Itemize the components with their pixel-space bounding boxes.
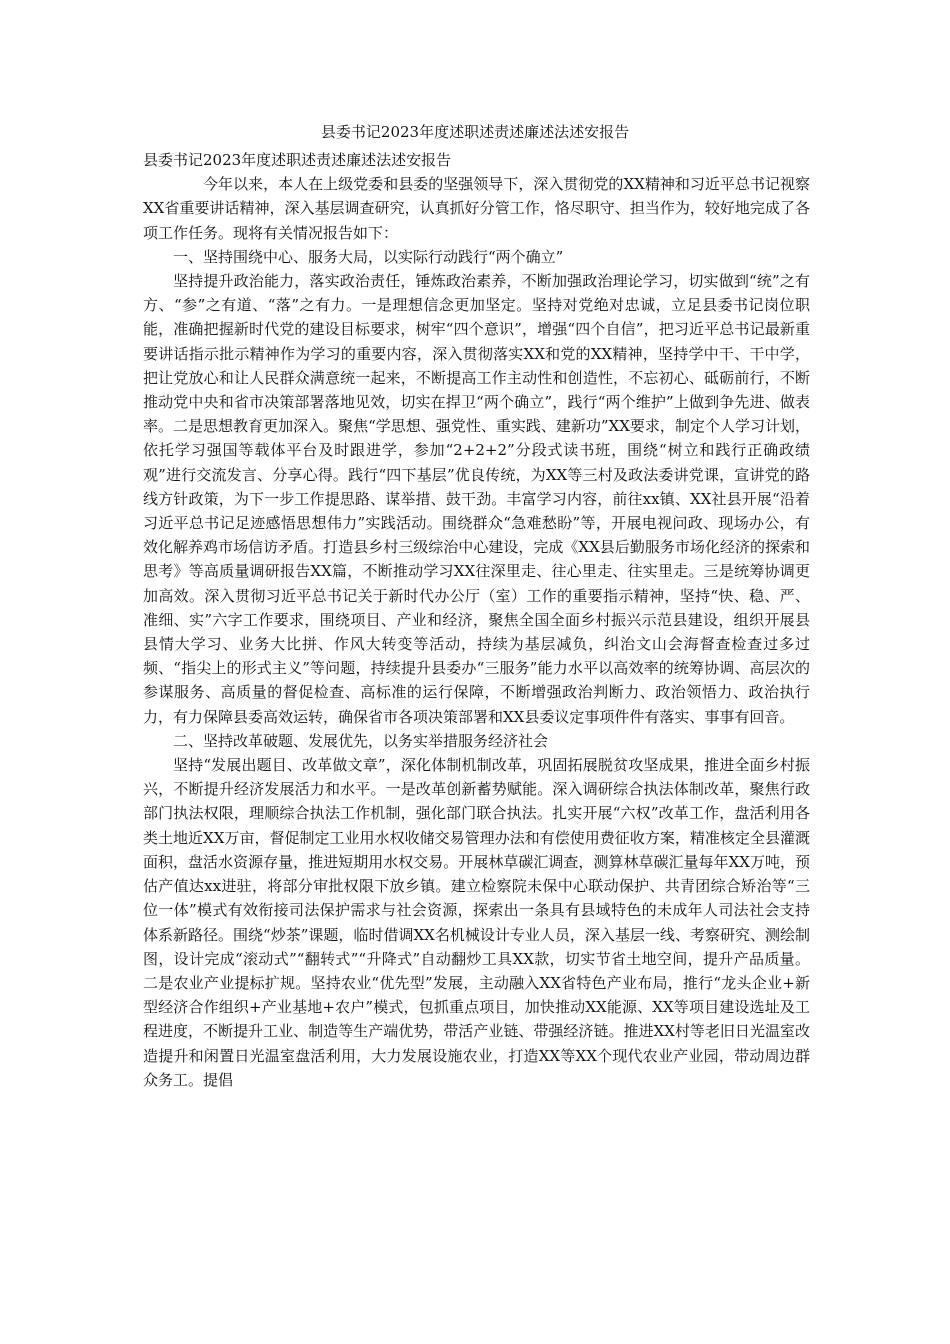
section-heading-2: 二、坚持改革破题、发展优先，以务实举措服务经济社会 bbox=[173, 731, 549, 750]
section-paragraph-1: 坚持提升政治能力，落实政治责任，锤炼政治素养，不断加强政治理论学习，切实做到“统”之有方、“参”之有道、“落”之有力。一是理想信念更加坚定。坚持对党绝对忠诚，立足县委书记岗位职能，准确把握新时代党的建设目标要求，树牢“四个意识”，增强“四个自信”，把习近平总书记最新重要讲话指示批示精神作为学习的重要内容，深入贯彻落实XX和党的XX精神，坚持学中干、干中学，把让党放心和让人民群众满意统一起来，不断提高工作主动性和创造性，不忘初心、砥砺前行，不断推动党中央和省市决策部署落地见效，切实在捍卫“两个确立”，践行“两个维护”上做到争先进、做表率。二是思想教育更加深入。聚焦“学思想、强党性、重实践、建新功”XX要求，制定个人学习计划，依托学习强国等载体平台及时跟进学，参加“2+2+2”分段式读书班，围绕“树立和践行正确政绩观”进行交流发言、分享心得。践行“四下基层”优良传统，为XX等三村及政法委讲党课，宣讲党的路线方针政策，为下一步工作提思路、谋举措、鼓干劲。丰富学习内容，前往xx镇、XX社县开展“沿着习近平总书记足迹感悟思想伟力”实践活动。围绕群众“急难愁盼”等，开展电视问政、现场办公，有效化解养鸡市场信访矛盾。打造县乡村三级综治中心建设，完成《XX县后勤服务市场化经济的探索和思考》等高质量调研报告XX篇，不断推动学习XX往深里走、往心里走、往实里走。三是统筹协调更加高效。深入贯彻习近平总书记关于新时代办公厅（室）工作的重要指示精神，坚持“快、稳、严、准细、实”六字工作要求，围绕项目、产业和经济，聚焦全国全面乡村振兴示范县建设，组织开展县县情大学习、业务大比拼、作风大转变等活动，持续为基层减负，纠治文山会海督查检查过多过频、“指尖上的形式主义”等问题，持续提升县委办“三服务”能力水平以高效率的统筹协调、高层次的参谋服务、高质量的督促检查、高标准的运行保障，不断增强政治判断力、政治领悟力、政治执行力，有力保障县委高效运转，确保省市各项决策部署和XX县委议定事项件件有落实、事事有回音。 bbox=[143, 272, 810, 726]
intro-paragraph: 今年以来，本人在上级党委和县委的坚强领导下，深入贯彻党的XX精神和习近平总书记视察XX省重要讲话精神，深入基层调查研究，认真抓好分管工作，恪尽职守、担当作为，较好地完成了各项工作任务。现将有关情况报告如下： bbox=[143, 175, 810, 242]
section-heading-1: 一、坚持围绕中心、服务大局，以实际行动践行“两个确立” bbox=[173, 247, 564, 266]
document-title: 县委书记2023年度述职述责述廉述法述安报告 bbox=[320, 123, 630, 141]
section-paragraph-2: 坚持“发展出题目、改革做文章”，深化体制机制改革，巩固拓展脱贫攻坚成果，推进全面乡村振兴，不断提升经济发展活力和水平。一是改革创新蓄势赋能。深入调研综合执法体制改革，聚焦行政部门执法权限，理顺综合执法工作机制，强化部门联合执法。扎实开展“六权”改革工作，盘活利用各类土地近XX万亩，督促制定工业用水权收储交易管理办法和有偿使用费征收方案，精准核定全县灌溉面积，盘活水资源存量，推进短期用水权交易。开展林草碳汇调查，测算林草碳汇量每年XX万吨，预估产值达xx进驻，将部分审批权限下放乡镇。建立检察院未保中心联动保护、共青团综合矫治等“三位一体”模式有效衔接司法保护需求与社会资源，探索出一条具有县域特色的未成年人司法社会支持体系新路径。围绕“炒茶”课题，临时借调XX名机械设计专业人员，深入基层一线、考察研究、测绘制图，设计完成“滚动式”“翻转式”“升降式”自动翻炒工具XX款，切实节省土地空间，提升产品质量。二是农业产业提标扩规。坚持农业“优先型”发展，主动融入XX省特色产业布局，推行“龙头企业+新型经济合作组织+产业基地+农户”模式，包抓重点项目，加快推动XX能源、XX等项目建设选址及工程进度，不断提升工业、制造等生产端优势，带活产业链、带强经济链。推进XX村等老旧日光温室改造提升和闲置日光温室盘活利用，大力发展设施农业，打造XX等XX个现代农业产业园，带动周边群众务工。提倡 bbox=[143, 756, 810, 1089]
document-subtitle: 县委书记2023年度述职述责述廉述法述安报告 bbox=[143, 151, 452, 169]
document-body bbox=[143, 148, 810, 1092]
